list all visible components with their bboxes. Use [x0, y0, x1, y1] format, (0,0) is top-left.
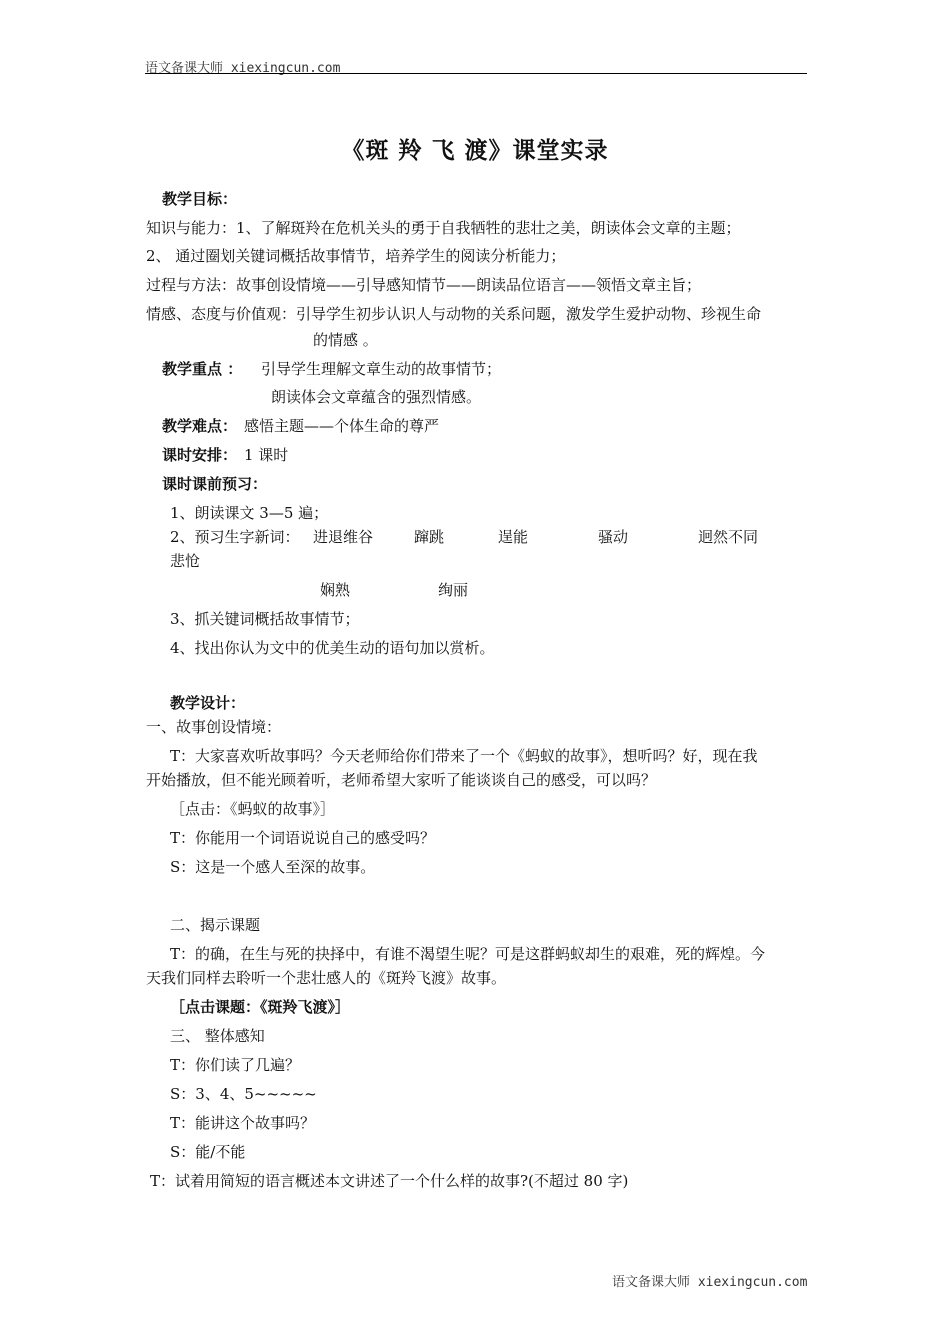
page-header: 语文备课大师 xiexingcun.com	[145, 61, 341, 76]
design-heading: 教学设计：	[170, 694, 246, 712]
dialogue-line: T：你们读了几遍？	[170, 1056, 301, 1074]
page-footer: 语文备课大师 xiexingcun.com	[612, 1275, 808, 1290]
vocab-word: 绚丽	[438, 581, 469, 599]
schedule-label: 课时安排：	[162, 446, 238, 464]
goal-process: 过程与方法：故事创设情境——引导感知情节——朗读品位语言——领悟文章主旨；	[146, 276, 702, 294]
dialogue-line: T：的确，在生与死的抉择中，有谁不渴望生呢？可是这群蚂蚁却生的艰难，死的辉煌。今	[170, 945, 766, 963]
vocab-word: 进退维谷	[313, 528, 374, 546]
dialogue-line: 开始播放，但不能光顾着听，老师希望大家听了能谈谈自己的感受，可以吗？	[146, 771, 657, 789]
dialogue-line: 天我们同样去聆听一个悲壮感人的《斑羚飞渡》故事。	[146, 969, 507, 987]
section-3-title: 三、 整体感知	[170, 1027, 265, 1045]
focus-line-1: 引导学生理解文章生动的故事情节；	[261, 360, 502, 378]
section-1-title: 一、故事创设情境：	[146, 718, 282, 736]
vocab-word: 娴熟	[320, 581, 351, 599]
dialogue-line: S：能/不能	[170, 1143, 246, 1161]
schedule-text: 1 课时	[244, 446, 289, 464]
goals-heading: 教学目标：	[162, 190, 238, 208]
preview-item-4: 4、找出你认为文中的优美生动的语句加以赏析。	[170, 639, 495, 657]
vocab-word: 迥然不同	[698, 528, 759, 546]
dialogue-line: S：3、4、5~~~~~	[170, 1085, 317, 1103]
header-divider	[145, 73, 807, 74]
click-cue: ［点击课题：《斑羚飞渡》］	[170, 998, 351, 1016]
preview-item-2-label: 2、预习生字新词：	[170, 528, 300, 546]
difficulty-text: 感悟主题——个体生命的尊严	[244, 417, 440, 435]
vocab-word: 蹿跳	[414, 528, 445, 546]
dialogue-line: T：能讲这个故事吗？	[170, 1114, 316, 1132]
dialogue-line: T：试着用简短的语言概述本文讲述了一个什么样的故事?(不超过 80 字)	[150, 1172, 629, 1190]
dialogue-line: T：你能用一个词语说说自己的感受吗？	[170, 829, 436, 847]
section-2-title: 二、揭示课题	[170, 916, 261, 934]
preview-item-3: 3、抓关键词概括故事情节；	[170, 610, 360, 628]
difficulty-label: 教学难点：	[162, 417, 238, 435]
vocab-word: 骚动	[598, 528, 629, 546]
goal-knowledge-2: 2、 通过圈划关键词概括故事情节，培养学生的阅读分析能力；	[146, 247, 566, 265]
focus-line-2: 朗读体会文章蕴含的强烈情感。	[271, 388, 482, 406]
focus-label: 教学重点 ：	[162, 360, 243, 378]
vocab-word: 悲怆	[170, 552, 201, 570]
vocab-word: 逞能	[498, 528, 529, 546]
click-cue: ［点击：《蚂蚁的故事》］	[170, 800, 336, 818]
dialogue-line: S：这是一个感人至深的故事。	[170, 858, 376, 876]
goal-knowledge: 知识与能力：1、了解斑羚在危机关头的勇于自我牺牲的悲壮之美，朗读体会文章的主题；	[146, 219, 741, 237]
document-title: 《斑 羚 飞 渡》课堂实录	[341, 137, 609, 164]
goal-emotion-cont: 的情感 。	[313, 331, 378, 349]
goal-emotion: 情感、态度与价值观：引导学生初步认识人与动物的关系问题，激发学生爱护动物、珍视生命	[146, 305, 762, 323]
preview-heading: 课时课前预习：	[162, 475, 268, 493]
dialogue-line: T：大家喜欢听故事吗？今天老师给你们带来了一个《蚂蚁的故事》，想听吗？好，现在我	[170, 747, 758, 765]
preview-item-1: 1、朗读课文 3—5 遍；	[170, 504, 329, 522]
